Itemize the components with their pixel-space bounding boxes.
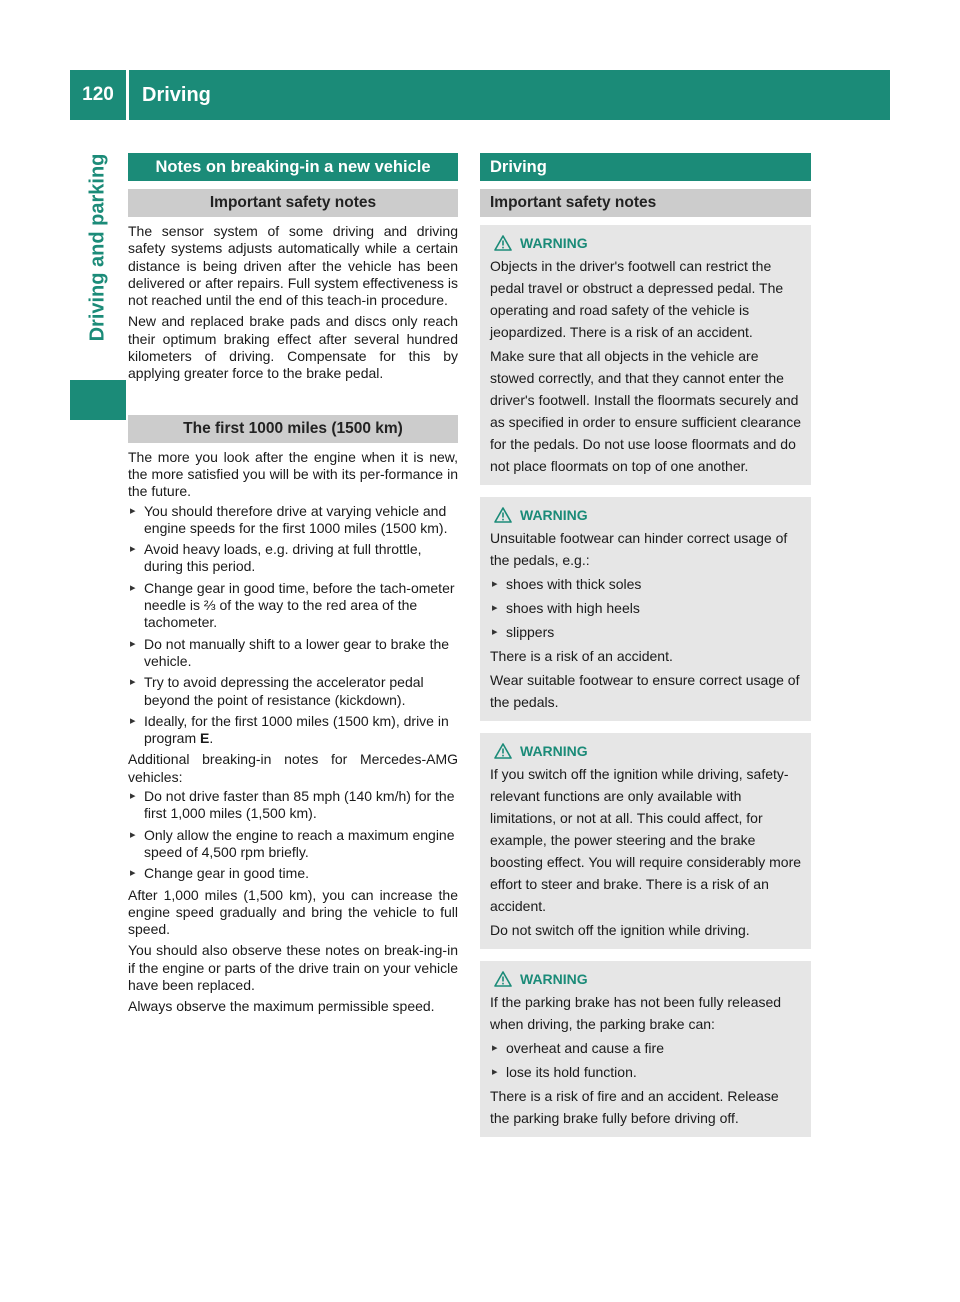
program-suffix: .	[209, 730, 214, 747]
list-item-program	[128, 713, 458, 748]
footwear-list	[490, 573, 802, 643]
list-item: ▸ Only allow the engine to reach a maximum engine speed of 4,500 rpm briefly.	[128, 827, 458, 862]
warning-box-footwell	[480, 225, 811, 485]
paragraph-after-breaking-in: After 1,000 miles (1,500 km), you can increase the engine speed gradually and bring the vehicle to full speed.	[128, 886, 458, 938]
amg-list	[128, 788, 458, 882]
warning-triangle-icon	[494, 507, 512, 523]
warning-text: Unsuitable footwear can hinder correct usage of the pedals, e.g.:	[490, 530, 788, 568]
warning-triangle-icon	[494, 235, 512, 251]
page-number: 120	[82, 84, 114, 105]
paragraph-amg-notes: Additional breaking-in notes for Mercedes-AMG vehicles:	[128, 751, 458, 785]
warning-title	[494, 233, 802, 253]
list-item: ▸ Try to avoid depressing the accelerator pedal beyond the point of resistance (kickdown).	[128, 674, 458, 709]
parking-brake-list	[490, 1037, 802, 1083]
warning-text: Make sure that all objects in the vehicle are stowed correctly, and that they cannot enter the driver's footwell. Install the floormats securely and as specified in order to ensure sufficient clearance for the pedals. Do not use loose floormats and do not place floormats on top of one another.	[490, 348, 802, 474]
program-value: E	[200, 730, 210, 747]
warning-label: WARNING	[520, 971, 588, 987]
breaking-in-list	[128, 503, 458, 748]
chapter-side-tab-label: Driving and parking	[86, 153, 109, 341]
list-item: ▸ shoes with high heels	[490, 597, 802, 619]
left-column	[128, 153, 458, 1016]
warning-label: WARNING	[520, 743, 588, 759]
sub-heading-first-miles: The first 1000 miles (1500 km)	[128, 415, 458, 443]
warning-text: There is a risk of an accident.	[490, 648, 673, 664]
section-heading-breaking-in: Notes on breaking-in a new vehicle	[128, 153, 458, 181]
warning-box-footwear	[480, 497, 811, 721]
warning-box-ignition	[480, 733, 811, 949]
warning-text: Objects in the driver's footwell can restrict the pedal travel or obstruct a depressed pedal. The operating and road safety of the vehicle is jeopardized. There is a risk of an accident.	[490, 258, 784, 340]
paragraph-drive-train: You should also observe these notes on break-ing-in if the engine or parts of the drive train on your vehicle have been replaced.	[128, 942, 458, 993]
right-column	[480, 153, 811, 1137]
paragraph-sensor-system: The sensor system of some driving and driving safety systems adjusts automatically while a certain distance is being driven after the vehicle has been delivered or after repairs. Full system effectiveness is not reached until the end of this teach-in procedure.	[128, 223, 458, 309]
list-item: ▸ Do not drive faster than 85 mph (140 km/h) for the first 1,000 miles (1,500 km).	[128, 788, 458, 823]
section-heading-driving: Driving	[480, 153, 811, 181]
warning-triangle-icon	[494, 971, 512, 987]
list-item: ▸ Avoid heavy loads, e.g. driving at full throttle, during this period.	[128, 541, 458, 576]
page-title: Driving	[142, 83, 211, 106]
paragraph-max-speed: Always observe the maximum permissible speed.	[128, 998, 435, 1015]
list-item: ▸ shoes with thick soles	[490, 573, 802, 595]
list-item: ▸ slippers	[490, 621, 802, 643]
list-item: ▸ lose its hold function.	[490, 1061, 802, 1083]
warning-label: WARNING	[520, 507, 588, 523]
warning-label: WARNING	[520, 235, 588, 251]
warning-text: There is a risk of fire and an accident. Release the parking brake fully before driving off.	[490, 1088, 779, 1126]
warning-title	[494, 969, 802, 989]
warning-box-parking-brake	[480, 961, 811, 1137]
list-item: ▸ overheat and cause a fire	[490, 1037, 802, 1059]
sub-heading-driving-safety: Important safety notes	[480, 189, 811, 217]
program-text: Ideally, for the first 1000 miles (1500 km), drive in program	[144, 712, 449, 747]
paragraph-engine-care: The more you look after the engine when it is new, the more satisfied you will be with its per-formance in the future.	[128, 448, 458, 500]
warning-triangle-icon	[494, 743, 512, 759]
warning-title	[494, 741, 802, 761]
warning-text: Wear suitable footwear to ensure correct usage of the pedals.	[490, 672, 800, 710]
chapter-side-marker	[70, 380, 126, 420]
sub-heading-safety-notes: Important safety notes	[128, 189, 458, 217]
warning-title	[494, 505, 802, 525]
warning-text: If the parking brake has not been fully released when driving, the parking brake can:	[490, 994, 782, 1032]
warning-text: Do not switch off the ignition while driving.	[490, 922, 750, 938]
list-item: ▸ Change gear in good time, before the tach-ometer needle is ⅔ of the way to the red area of the tachometer.	[128, 580, 458, 632]
paragraph-brake-pads: New and replaced brake pads and discs only reach their optimum braking effect after several hundred kilometers of driving. Compensate for this by applying greater force to the brake pedal.	[128, 313, 458, 382]
chapter-side-tab	[70, 122, 126, 372]
list-item: ▸ Change gear in good time.	[128, 865, 458, 882]
header-divider	[126, 70, 129, 120]
list-item: ▸ Do not manually shift to a lower gear to brake the vehicle.	[128, 636, 458, 671]
list-item: ▸ You should therefore drive at varying vehicle and engine speeds for the first 1000 miles (1500 km).	[128, 503, 458, 538]
warning-text: If you switch off the ignition while driving, safety-relevant functions are only available with limitations, or not at all. This could affect, for example, the power steering and the brake boosting effect. You will require considerably more effort to steer and brake. There is a risk of an accident.	[490, 766, 802, 914]
